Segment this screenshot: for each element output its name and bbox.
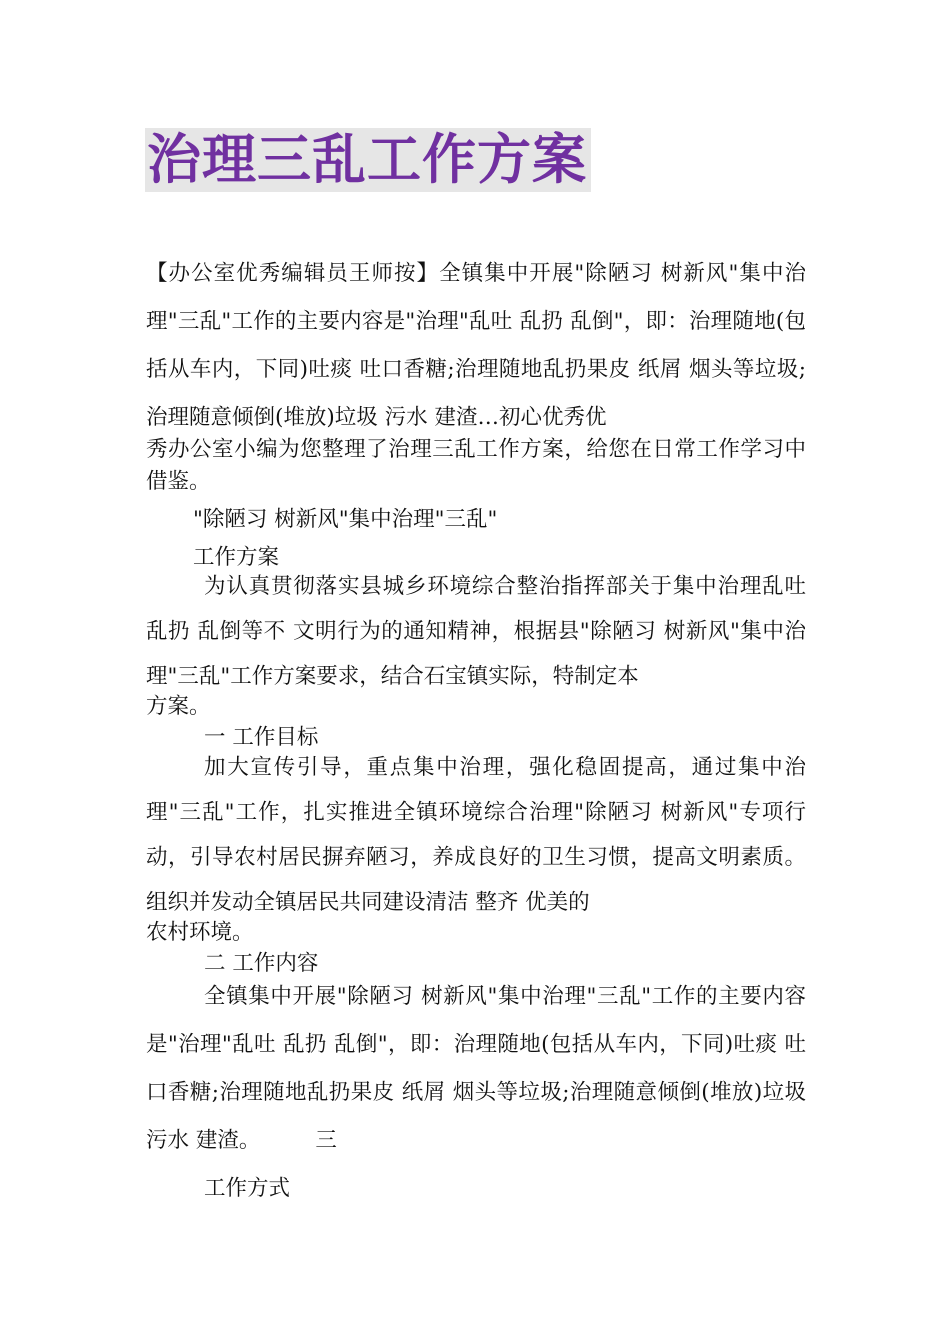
paragraph-goal-end: 农村环境。 (146, 920, 254, 945)
document-title: 治理三乱工作方案 (145, 128, 591, 192)
section-subtitle-line1: "除陋习 树新风"集中治理"三乱" (193, 507, 498, 532)
heading-work-method: 工作方式 (204, 1176, 291, 1201)
paragraph-purpose-end: 方案。 (146, 694, 211, 719)
intro-paragraph-end: 秀办公室小编为您整理了治理三乱工作方案，给您在日常工作学习中借鉴。 (146, 437, 806, 494)
heading-work-goal: 一 工作目标 (204, 725, 319, 750)
paragraph-content-tail: 三 (315, 1128, 337, 1153)
intro-paragraph: 【办公室优秀编辑员王师按】全镇集中开展"除陋习 树新风"集中治理"三乱"工作的主要内容是"治理"乱吐 乱扔 乱倒"，即：治理随地(包括从车内，下同)吐痰 吐口香糖;治理随地乱扔果皮 纸屑 烟头等垃圾;治理随意倾倒(堆放)垃圾 污水 建渣…初心优秀优 (146, 261, 806, 430)
heading-work-content: 二 工作内容 (204, 951, 319, 976)
paragraph-content-text: 全镇集中开展"除陋习 树新风"集中治理"三乱"工作的主要内容是"治理"乱吐 乱扔 乱倒"，即：治理随地(包括从车内，下同)吐痰 吐口香糖;治理随地乱扔果皮 纸屑 烟头等垃圾;治理随意倾倒(堆放)垃圾 污水 建渣。 (146, 984, 806, 1153)
paragraph-purpose: 为认真贯彻落实县城乡环境综合整治指挥部关于集中治理乱吐 乱扔 乱倒等不 文明行为的通知精神，根据县"除陋习 树新风"集中治理"三乱"工作方案要求，结合石宝镇实际，特制定本 (146, 574, 806, 689)
paragraph-content (146, 973, 806, 1165)
document-body (146, 250, 806, 1213)
section-subtitle-line2: 工作方案 (193, 545, 280, 570)
paragraph-goal: 加大宣传引导，重点集中治理，强化稳固提高，通过集中治理"三乱"工作，扎实推进全镇环境综合治理"除陋习 树新风"专项行动，引导农村居民摒弃陋习，养成良好的卫生习惯，提高文明素质。组织并发动全镇居民共同建设清洁 整齐 优美的 (146, 755, 806, 915)
